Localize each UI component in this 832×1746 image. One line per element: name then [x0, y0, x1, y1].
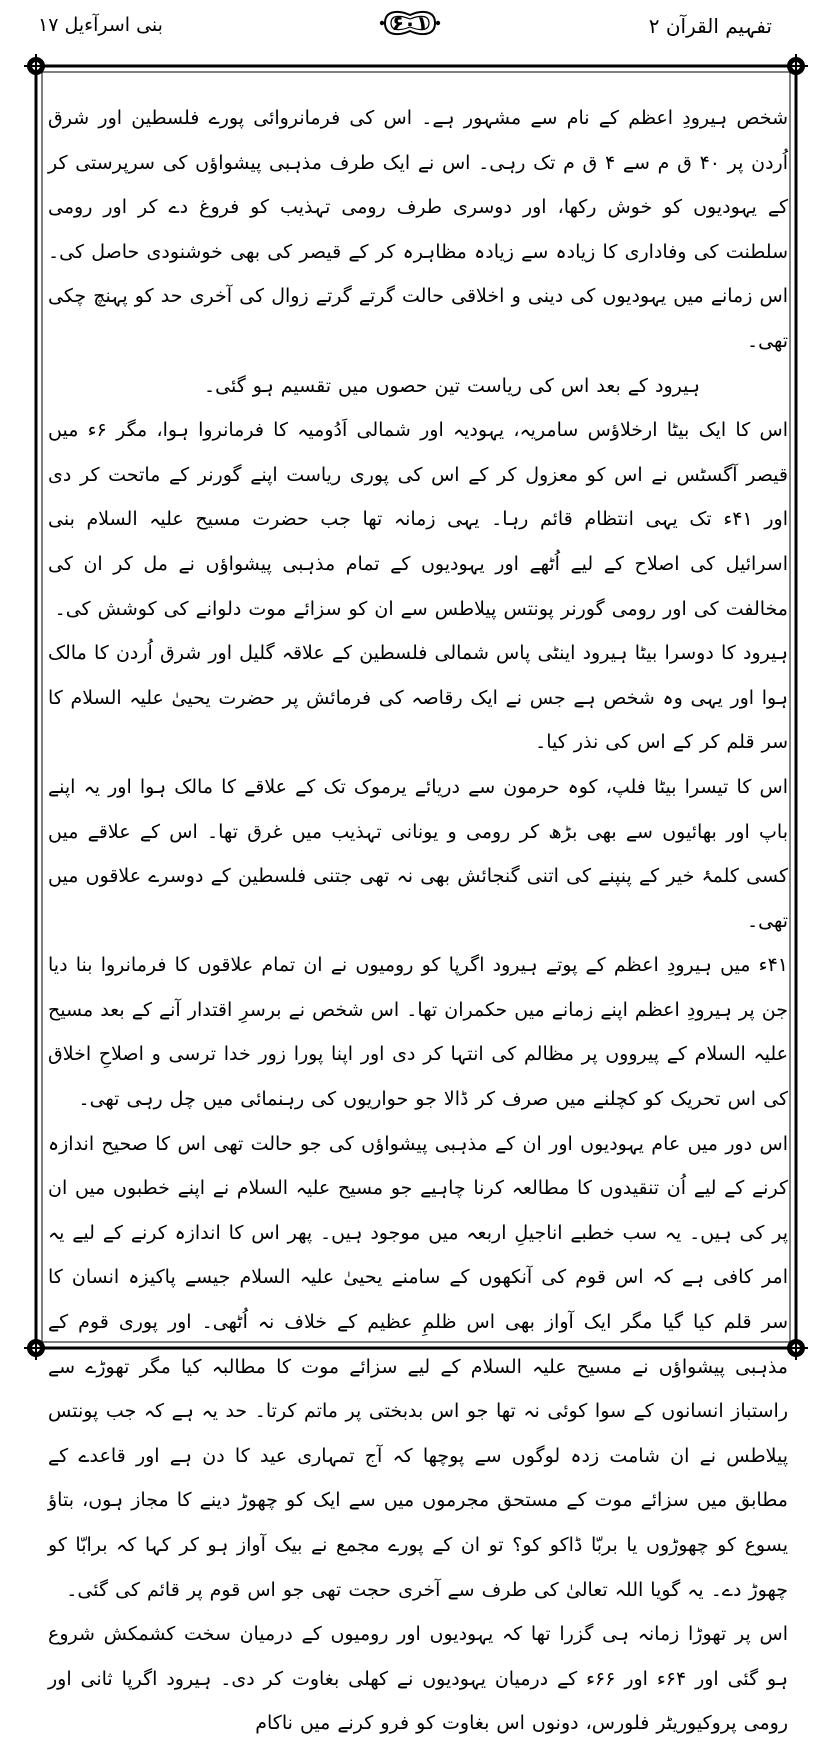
paragraph: اس پر تھوڑا زمانہ ہی گزرا تھا کہ یہودیوں اور رومیوں کے درمیان سخت کشمکش شروع ہو گئی اور ۶۴ء اور ۶۶ء کے درمیان یہودیوں نے کھلی بغاوت کر دی۔ ہیرود اگرپا ثانی اور رومی پروکیوریٹر فلورس، دونوں اس بغاوت کو فرو کرنے میں ناکام [48, 1623, 789, 1735]
paragraph: اس کا ایک بیٹا ارخلاؤس سامریہ، یہودیہ اور شمالی اَدُومیہ کا فرمانروا ہوا، مگر ۶ء میں قیصر آگسٹس نے اس کو معزول کر کے اس کی پوری ریاست اپنے گورنر کے ماتحت کر دی اور ۴۱ء تک یہی انتظام قائم رہا۔ یہی زمانہ تھا جب حضرت مسیح علیہ السلام بنی اسرائیل کی اصلاح کے لیے اُٹھے اور یہودیوں کے تمام مذہبی پیشواؤں نے مل کر ان کی مخالفت کی اور رومی گورنر پونتس پیلاطس سے ان کو سزائے موت دلوانے کی کوشش کی۔ [48, 419, 788, 620]
paragraph: اس دور میں عام یہودیوں اور ان کے مذہبی پیشواؤں کی جو حالت تھی اس کا صحیح اندازہ کرنے کے لیے اُن تنقیدوں کا مطالعہ کرنا چاہیے جو مسیح علیہ السلام نے اپنے خطبوں میں ان پر کی ہیں۔ یہ سب خطبے اناجیلِ اربعہ میں موجود ہیں۔ پھر اس کا اندازہ کرنے کے لیے یہ امر کافی ہے کہ اس قوم کی آنکھوں کے سامنے یحییٰ علیہ السلام جیسے پاکیزہ انسان کا سر قلم کیا گیا مگر ایک آواز بھی اس ظلمِ عظیم کے خلاف نہ اُٹھی۔ اور پوری قوم کے مذہبی پیشواؤں نے مسیح علیہ السلام کے لیے سزائے موت کا مطالبہ کیا مگر تھوڑے سے راستباز انسانوں کے سوا کوئی نہ تھا جو اس بدبختی پر ماتم کرتا۔ حد یہ ہے کہ جب پونتس پیلاطس نے ان شامت زدہ لوگوں سے پوچھا کہ آج تمہاری عید کا دن ہے اور قاعدے کے مطابق میں سزائے موت کے مستحق مجرموں میں سے ایک کو چھوڑ دینے کا مجاز ہوں، بتاؤ یسوع کو چھوڑوں یا بربّا ڈاکو کو؟ تو ان کے پورے مجمع نے بیک آواز ہو کر کہا کہ برابّا کو چھوڑ دے۔ یہ گویا اللہ تعالیٰ کی طرف سے آخری حجت تھی جو اس قوم پر قائم کی گئی۔ [48, 1132, 788, 1601]
book-title: تفہیم القرآن ۲ [648, 14, 772, 38]
main-text [48, 96, 788, 1746]
paragraph: شخص ہیرودِ اعظم کے نام سے مشہور ہے۔ اس کی فرمانروائی پورے فلسطین اور شرق اُردن پر ۴۰ ق م سے ۴ ق م تک رہی۔ اس نے ایک طرف مذہبی پیشواؤں کی سرپرستی کر کے یہودیوں کو خوش رکھا، اور دوسری طرف رومی تہذیب کو فروغ دے کر اور رومی سلطنت کی وفاداری کا زیادہ سے زیادہ مظاہرہ کر کے قیصر کی بھی خوشنودی حاصل کی۔ اس زمانے میں یہودیوں کی دینی و اخلاقی حالت گرتے گرتے زوال کی آخری حد کو پہنچ چکی تھی۔ [48, 107, 789, 352]
surah-title: بنی اسرآءیل ۱۷ [38, 14, 163, 36]
page-number-ornament [379, 6, 441, 40]
page-number: ۶۰۱ [391, 11, 429, 35]
paragraph: ہیرود کا دوسرا بیٹا ہیرود اینٹی پاس شمالی فلسطین کے علاقہ گلیل اور شرق اُردن کا مالک ہوا اور یہی وہ شخص ہے جس نے ایک رقاصہ کی فرمائش پر حضرت یحییٰ علیہ السلام کا سر قلم کر کے اس کی نذر کیا۔ [48, 642, 788, 754]
paragraph: ہیرود کے بعد اس کی ریاست تین حصوں میں تقسیم ہو گئی۔ [204, 374, 700, 397]
paragraph: اس کا تیسرا بیٹا فلپ، کوہ حرمون سے دریائے یرموک تک کے علاقے کا مالک ہوا اور یہ اپنے باپ اور بھائیوں سے بھی بڑھ کر رومی و یونانی تہذیب میں غرق تھا۔ اس کے علاقے میں کسی کلمۂ خیر کے پنپنے کی اتنی گنجائش بھی نہ تھی جتنی فلسطین کے دوسرے علاقوں میں تھی۔ [48, 775, 788, 932]
paragraph: ۴۱ء میں ہیرودِ اعظم کے پوتے ہیرود اگرپا کو رومیوں نے ان تمام علاقوں کا فرمانروا بنا دیا جن پر ہیرودِ اعظم اپنے زمانے میں حکمران تھا۔ اس شخص نے برسرِ اقتدار آنے کے بعد مسیح علیہ السلام کے پیرووں پر مظالم کی انتہا کر دی اور اپنا پورا زور خدا ترسی و اصلاحِ اخلاق کی اس تحریک کو کچلنے میں صرف کر ڈالا جو حواریوں کی رہنمائی میں چل رہی تھی۔ [48, 954, 788, 1111]
page-header [0, 0, 832, 52]
